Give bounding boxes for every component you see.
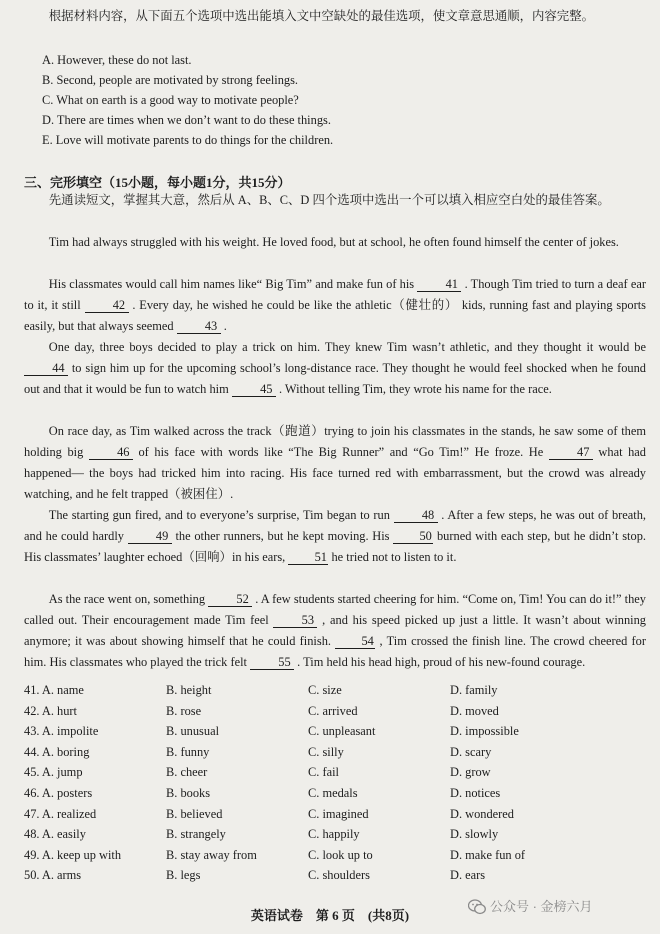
question-45-option-a: 45. A. jump: [24, 765, 83, 780]
question-43-option-d: D. impossible: [450, 724, 519, 739]
question-47-option-b: B. believed: [166, 806, 223, 821]
blank-46: 46: [89, 445, 133, 460]
question-47-option-a: 47. A. realized: [24, 806, 97, 821]
seven-option-e: E. Love will motivate parents to do things for the children.: [42, 133, 334, 147]
question-48-option-b: B. strangely: [166, 827, 226, 842]
question-42-option-d: D. moved: [450, 703, 499, 718]
passage-paragraph-2: His classmates would call him names like“ Big Tim” and make fun of his 41 . Though Tim tried to turn a deaf ear to it, it still 42 . Every day, he wished he could be like the athletic（健壮的） kids, running fast and playing sports easily, but that always seemed 43 .: [24, 277, 646, 333]
seven-option-b: B. Second, people are motivated by strong feelings.: [42, 73, 299, 87]
question-49-option-b: B. stay away from: [166, 847, 257, 862]
wechat-icon: [468, 899, 486, 915]
passage-paragraph-1: Tim had always struggled with his weight. He loved food, but at school, he often found himself the center of jokes.: [48, 235, 619, 249]
question-47-option-d: D. wondered: [450, 806, 514, 821]
blank-41: 41: [417, 277, 461, 292]
seven-option-a: A. However, these do not last.: [42, 53, 192, 67]
question-45-option-d: D. grow: [450, 765, 491, 780]
question-50-option-c: C. shoulders: [308, 868, 370, 883]
question-42-option-c: C. arrived: [308, 703, 358, 718]
blank-47: 47: [549, 445, 593, 460]
question-49-option-c: C. look up to: [308, 847, 373, 862]
question-46-option-d: D. notices: [450, 786, 501, 800]
cloze-heading: 三、完形填空（15小题，每小题1分，共15分）: [24, 175, 291, 190]
question-41-option-b: B. height: [166, 683, 212, 697]
blank-44: 44: [24, 361, 68, 376]
blank-43: 43: [177, 319, 221, 334]
passage-paragraph-5: The starting gun fired, and to everyone’s surprise, Tim began to run 48 . After a few steps, he was out of breath, and he could hardly 49 the other runners, but he kept moving. His 50 burned with each step, but he didn’t stop. His classmates’ laughter echoed（回响）in his ears, 51 he tried not to listen to it.: [24, 508, 646, 564]
section-intro: 根据材料内容，从下面五个选项中选出能填入文中空缺处的最佳选项，使文章意思通顺，内容完整。: [48, 9, 594, 23]
watermark: [468, 896, 593, 915]
question-41-option-d: D. family: [450, 683, 498, 697]
blank-52: 52: [208, 592, 252, 607]
question-46-option-b: B. books: [166, 786, 211, 800]
question-45-option-c: C. fail: [308, 765, 339, 780]
passage-paragraph-4: On race day, as Tim walked across the track（跑道）trying to join his classmates in the stands, he saw some of them holding big 46 of his face with words like “The Big Runner” and “Go Tim!” He froze. He 47 what had happened— the boys had tricked him into racing. His face turned red with embarrassment, but the crowd was already watching, and he felt trapped（被困住）.: [24, 424, 646, 501]
blank-51: 51: [288, 550, 328, 565]
question-44-option-a: 44. A. boring: [24, 744, 90, 759]
blank-42: 42: [85, 298, 129, 313]
question-46-option-a: 46. A. posters: [24, 786, 93, 800]
seven-option-c: C. What on earth is a good way to motivate people?: [42, 93, 299, 107]
question-43-option-a: 43. A. impolite: [24, 724, 99, 739]
question-50-option-d: D. ears: [450, 868, 486, 883]
question-48-option-c: C. happily: [308, 827, 360, 842]
question-42-option-b: B. rose: [166, 703, 202, 718]
question-41-option-a: 41. A. name: [24, 683, 84, 697]
cloze-instruction: 先通读短文，掌握其大意，然后从 A、B、C、D 四个选项中选出一个可以填入相应空白处的最佳答案。: [48, 193, 610, 207]
question-46-option-c: C. medals: [308, 786, 358, 800]
question-43-option-b: B. unusual: [166, 724, 220, 739]
question-42-option-a: 42. A. hurt: [24, 703, 78, 718]
blank-55: 55: [250, 655, 294, 670]
question-44-option-b: B. funny: [166, 744, 210, 759]
watermark-text: 公众号 · 金榜六月: [490, 899, 593, 914]
question-48-option-d: D. slowly: [450, 827, 499, 842]
question-48-option-a: 48. A. easily: [24, 827, 86, 842]
blank-53: 53: [273, 613, 317, 628]
passage-paragraph-3: One day, three boys decided to play a trick on him. They knew Tim wasn’t athletic, and they thought it would be 44 to sign him up for the upcoming school’s long-distance race. They thought he would feel shocked when he found out and that it would be fun to watch him 45 . Without telling Tim, they wrote his name for the race.: [24, 340, 646, 396]
question-44-option-c: C. silly: [308, 744, 344, 759]
question-49-option-a: 49. A. keep up with: [24, 847, 122, 862]
page-footer: 英语试卷 第 6 页 (共8页): [250, 908, 410, 923]
question-44-option-d: D. scary: [450, 744, 492, 759]
blank-50: 50: [393, 529, 433, 544]
blank-45: 45: [232, 382, 276, 397]
passage-paragraph-6: As the race went on, something 52 . A few students started cheering for him. “Come on, Tim! You can do it!” they called out. Their encouragement made Tim feel 53 , and his speed picked up just a little. It wasn’t about winning anymore; it was about showing himself that he could finish. 54 , Tim crossed the finish line. The crowd cheered for him. His classmates who played the trick felt 55 . Tim held his head high, proud of his new-found courage.: [24, 592, 646, 669]
question-49-option-d: D. make fun of: [450, 847, 526, 862]
blank-54: 54: [335, 634, 375, 649]
blank-49: 49: [128, 529, 172, 544]
seven-option-d: D. There are times when we don’t want to do these things.: [42, 113, 331, 127]
question-41-option-c: C. size: [308, 683, 342, 697]
question-50-option-a: 50. A. arms: [24, 868, 82, 883]
question-43-option-c: C. unpleasant: [308, 724, 376, 739]
question-45-option-b: B. cheer: [166, 765, 208, 780]
question-47-option-c: C. imagined: [308, 806, 369, 821]
blank-48: 48: [394, 508, 438, 523]
question-50-option-b: B. legs: [166, 868, 201, 883]
